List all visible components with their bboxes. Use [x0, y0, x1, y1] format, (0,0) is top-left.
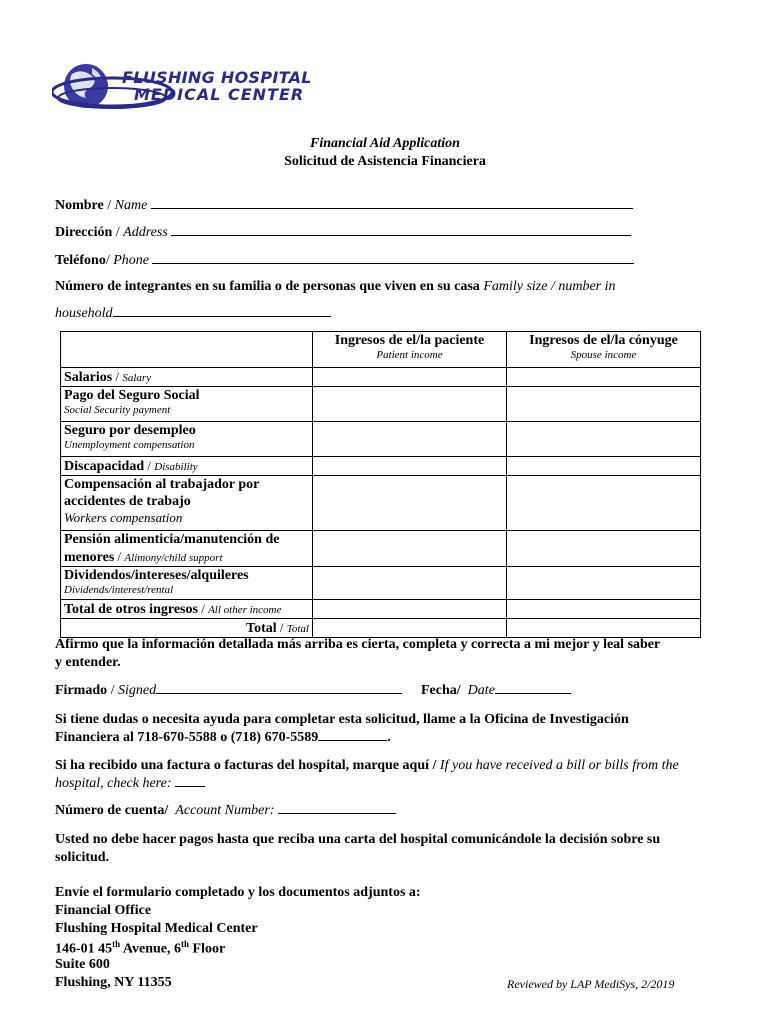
phone-label-en: Phone: [113, 253, 149, 268]
table-row: [61, 457, 701, 476]
unemployment-spouse-cell[interactable]: [507, 422, 701, 457]
address-label-en: Address: [123, 225, 168, 240]
alimony-patient-cell[interactable]: [313, 531, 507, 567]
workers-comp-spouse-cell[interactable]: [507, 476, 701, 531]
table-row: [61, 567, 701, 600]
bill-label-en-a: If you have received a bill or bills from the: [439, 758, 679, 773]
row-label-other: [61, 600, 313, 619]
phone-field[interactable]: [152, 263, 634, 264]
alimony-sep: /: [114, 549, 125, 564]
mail-org: Flushing Hospital Medical Center: [55, 921, 258, 936]
alimony-spouse-cell[interactable]: [507, 531, 701, 567]
date-field[interactable]: [495, 693, 571, 694]
account-label-es: Número de cuenta/: [55, 803, 169, 818]
help-line-2: [55, 730, 391, 746]
other-income-spouse-cell[interactable]: [507, 600, 701, 619]
signed-sep: /: [107, 683, 118, 698]
phone-sep: /: [105, 253, 114, 268]
patient-income-header-es: Ingresos de el/la paciente: [334, 333, 485, 348]
mail-suite: Suite 600: [55, 957, 110, 972]
table-row: [61, 600, 701, 619]
mail-intro: Envíe el formulario completado y los documentos adjuntos a:: [55, 885, 421, 900]
total-en: Total: [286, 623, 309, 635]
alimony-es-a: Pensión alimenticia/manutención de: [64, 532, 280, 547]
workers-comp-patient-cell[interactable]: [313, 476, 507, 531]
name-label-en: Name: [114, 198, 148, 213]
signature-field[interactable]: [156, 693, 402, 694]
social-security-es: Pago del Seguro Social: [64, 388, 200, 403]
account-field[interactable]: [278, 813, 396, 814]
mail-address: [55, 939, 225, 958]
footer-reviewed: Reviewed by LAP MediSys, 2/2019: [507, 977, 675, 991]
logo-line-1: FLUSHING HOSPITAL: [122, 68, 312, 87]
workers-comp-en: Workers compensation: [64, 510, 183, 525]
spouse-income-header-en: Spouse income: [570, 349, 637, 361]
help-blank: [318, 740, 387, 741]
bill-line-2: [55, 776, 205, 792]
name-row: [55, 198, 633, 214]
unemployment-en: Unemployment compensation: [64, 439, 195, 451]
table-row: [61, 422, 701, 457]
bill-label-en-b: hospital, check here:: [55, 776, 175, 791]
salary-patient-cell[interactable]: [313, 368, 507, 387]
address-sep: /: [112, 225, 124, 240]
row-label-disability: [61, 457, 313, 476]
table-header-blank: [61, 332, 313, 368]
table-row: [61, 476, 701, 531]
spouse-income-header-es: Ingresos de el/la cónyuge: [529, 333, 678, 348]
table-row: [61, 368, 701, 387]
table-row: [61, 531, 701, 567]
disability-sep: /: [144, 458, 155, 473]
dividends-spouse-cell[interactable]: [507, 567, 701, 600]
bill-checkbox-field[interactable]: [175, 786, 205, 787]
help-phone-text: Financiera al 718-670-5588 o (718) 670-5589: [55, 730, 319, 745]
disability-es: Discapacidad: [64, 459, 145, 474]
bill-line-1: [55, 758, 679, 774]
help-line-1: Si tiene dudas o necesita ayuda para completar esta solicitud, llame a la Oficina de Investigación: [55, 712, 629, 727]
title-spanish: Solicitud de Asistencia Financiera: [284, 154, 486, 169]
phone-row: [55, 253, 634, 269]
other-income-en: All other income: [208, 604, 282, 616]
logo-line-2: MEDICAL CENTER: [134, 85, 305, 104]
row-label-salary: [61, 368, 313, 387]
disability-en: Disability: [154, 461, 198, 473]
address-row: [55, 225, 631, 241]
household-label-es: Número de integrantes en su familia o de personas que viven en su casa: [55, 279, 484, 294]
signed-label-en: Signed: [118, 683, 157, 698]
total-spouse-cell[interactable]: [507, 619, 701, 638]
income-table: [60, 331, 701, 638]
social-security-spouse-cell[interactable]: [507, 387, 701, 422]
date-label-en: Date: [467, 683, 495, 698]
alimony-en: Alimony/child support: [124, 552, 223, 564]
table-header-row: [61, 332, 701, 368]
phone-label-es: Teléfono: [55, 253, 106, 268]
mail-addr-end: Floor: [189, 941, 226, 957]
total-patient-cell[interactable]: [313, 619, 507, 638]
account-row: [55, 803, 396, 819]
bill-label-es: Si ha recibido una factura o facturas del hospital, marque aquí /: [55, 758, 440, 773]
date-label-es: Fecha/: [421, 683, 461, 698]
mail-addr-num: 146-01 45: [55, 941, 113, 957]
row-label-alimony: [61, 531, 313, 567]
social-security-en: Social Security payment: [64, 404, 171, 416]
mail-addr-sup-1: th: [112, 939, 121, 949]
name-label-es: Nombre: [55, 198, 104, 213]
other-income-sep: /: [197, 601, 209, 616]
name-sep: /: [103, 198, 115, 213]
total-es: Total: [246, 621, 277, 636]
name-field[interactable]: [151, 208, 633, 209]
other-income-patient-cell[interactable]: [313, 600, 507, 619]
salary-es: Salarios: [64, 370, 113, 385]
payment-line-1: Usted no debe hacer pagos hasta que reciba una carta del hospital comunicándole la decisión sobre su: [55, 832, 661, 847]
mail-addr-mid: Avenue, 6: [120, 941, 181, 957]
household-row: [55, 279, 616, 295]
row-label-social-security: [61, 387, 313, 422]
salary-sep: /: [112, 369, 123, 384]
address-field[interactable]: [171, 235, 631, 236]
row-label-total: [61, 619, 313, 638]
disability-patient-cell[interactable]: [313, 457, 507, 476]
social-security-patient-cell[interactable]: [313, 387, 507, 422]
patient-income-header: [313, 332, 507, 368]
other-income-es: Total de otros ingresos: [64, 602, 198, 617]
signature-row: [55, 683, 402, 699]
affirmation-line-1: Afirmo que la información detallada más arriba es cierta, completa y correcta a mi mejor y leal saber: [55, 637, 661, 652]
affirmation-line-2: y entender.: [55, 655, 121, 670]
date-row: [421, 683, 571, 699]
mail-office: Financial Office: [55, 903, 152, 918]
total-sep: /: [276, 620, 287, 635]
help-end: .: [387, 730, 391, 745]
title-english: Financial Aid Application: [310, 136, 460, 151]
unemployment-es: Seguro por desempleo: [64, 423, 196, 438]
patient-income-header-en: Patient income: [376, 349, 443, 361]
row-label-workers-comp: [61, 476, 313, 531]
unemployment-patient-cell[interactable]: [313, 422, 507, 457]
household-row-2: [55, 306, 331, 322]
spouse-income-header: [507, 332, 701, 368]
disability-spouse-cell[interactable]: [507, 457, 701, 476]
workers-comp-es-a: Compensación al trabajador por: [64, 477, 260, 492]
salary-spouse-cell[interactable]: [507, 368, 701, 387]
alimony-es-b: menores: [64, 550, 115, 565]
dividends-en: Dividends/interest/rental: [64, 584, 174, 596]
table-row: [61, 619, 701, 638]
payment-line-2: solicitud.: [55, 850, 110, 865]
salary-en: Salary: [122, 372, 152, 384]
table-row: [61, 387, 701, 422]
row-label-dividends: [61, 567, 313, 600]
household-field[interactable]: [113, 316, 331, 317]
account-label-en: Account Number:: [175, 803, 278, 818]
mail-addr-sup-2: th: [181, 939, 190, 949]
dividends-es: Dividendos/intereses/alquileres: [64, 568, 249, 583]
household-label-en-b: household: [55, 306, 113, 321]
household-label-en-a: Family size / number in: [483, 279, 616, 294]
address-label-es: Dirección: [55, 225, 113, 240]
signed-label-es: Firmado: [55, 683, 108, 698]
hospital-logo: [52, 56, 312, 126]
mail-city: Flushing, NY 11355: [55, 975, 172, 990]
dividends-patient-cell[interactable]: [313, 567, 507, 600]
workers-comp-es-b: accidentes de trabajo: [64, 494, 191, 509]
row-label-unemployment: [61, 422, 313, 457]
